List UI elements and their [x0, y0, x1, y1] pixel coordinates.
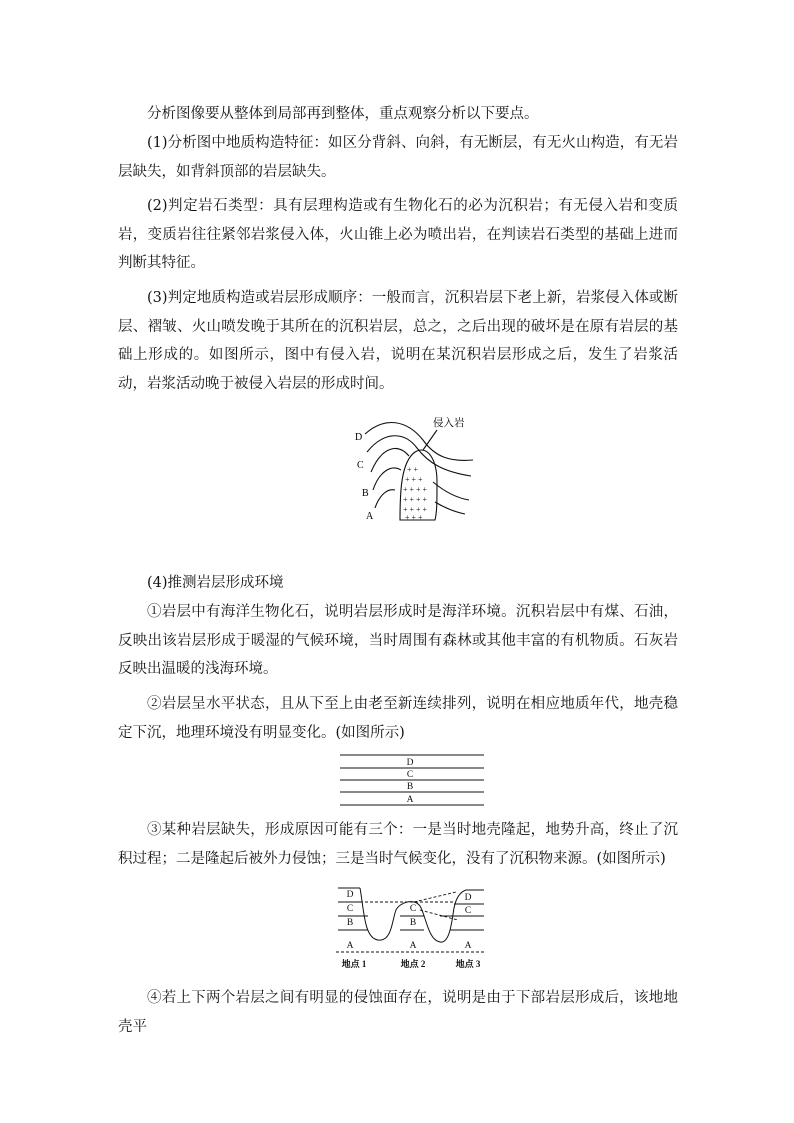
site3-label-d: D: [464, 893, 472, 903]
layer-b-line-left: [373, 468, 401, 490]
point-4b-paragraph: ②岩层呈水平状态，且从下至上由老至新连续排列，说明在相应地质年代，地壳稳定下沉，地理环境没有明显变化。(如图所示): [118, 696, 678, 741]
intrusive-rock-figure: [345, 412, 475, 524]
svg-text:+ + + +: + + + +: [403, 495, 428, 504]
layer-a-line-left: [375, 490, 395, 508]
site3-caption: 地点 3: [455, 959, 481, 969]
strata-label-a: A: [406, 795, 414, 805]
point-1-paragraph: (1)分析图中地质构造特征：如区分背斜、向斜，有无断层，有无火山构造，有无岩层缺失，如背斜顶部的岩层缺失。: [118, 135, 678, 180]
strata-label-d: D: [406, 758, 414, 768]
layer-b-line-right: [435, 502, 465, 514]
point-2-paragraph: (2)判定岩石类型：具有层理构造或有生物化石的必为沉积岩；有无侵入岩和变质岩，变质岩往往紧邻岩浆侵入体，火山锥上必为喷出岩，在判读岩石类型的基础上进而判断其特征。: [118, 198, 678, 271]
layer-c-label: C: [357, 460, 364, 471]
svg-text:+ + + +: + + + +: [403, 505, 428, 514]
label-leader-line: [423, 430, 437, 450]
point-3-paragraph: (3)判定地质构造或岩层形成顺序：一般而言，沉积岩层下老上新，岩浆侵入体或断层、褶皱、火山喷发晚于其所在的沉积岩层，总之，之后出现的破坏是在原有岩层的基础上形成的。如图所示，图中有侵入岩，说明在某沉积岩层形成之后，发生了岩浆活动，岩浆活动晚于被侵入岩层的形成时间。: [118, 290, 678, 392]
intrusive-rock-label: 侵入岩: [433, 418, 465, 429]
site2-label-a: A: [409, 941, 417, 951]
site2-label-c: C: [409, 904, 417, 914]
site1-label-d: D: [346, 890, 354, 900]
point-4c-paragraph: ③某种岩层缺失，形成原因可能有三个：一是当时地壳隆起，地势升高，终止了沉积过程；二是隆起后被外力侵蚀；三是当时气候变化，没有了沉积物来源。(如图所示): [118, 822, 678, 867]
horizontal-strata-figure: [338, 752, 486, 808]
svg-text:+ + +: + + +: [405, 475, 423, 484]
site3-label-a: A: [464, 941, 472, 951]
strata-label-b: B: [406, 782, 414, 792]
site1-label-b: B: [346, 918, 354, 928]
layer-c-line-right: [433, 482, 469, 500]
site1-caption: 地点 1: [341, 959, 367, 969]
svg-text:+ +: + +: [407, 465, 419, 474]
site2-caption: 地点 2: [400, 959, 426, 969]
svg-text:+ + +: + + +: [405, 513, 423, 522]
strata-label-c: C: [406, 770, 414, 780]
svg-text:+ + + +: + + + +: [403, 485, 428, 494]
intro-paragraph: 分析图像要从整体到局部再到整体，重点观察分析以下要点。: [147, 106, 539, 122]
site1-label-a: A: [346, 941, 354, 951]
site1-label-c: C: [346, 904, 354, 914]
site2-label-b: B: [409, 918, 417, 928]
point-4-heading: (4)推测岩层形成环境: [147, 575, 284, 591]
layer-a-label: A: [366, 511, 374, 522]
layer-b-label: B: [362, 488, 369, 499]
missing-strata-figure: [334, 880, 486, 972]
site3-label-c: C: [464, 906, 472, 916]
layer-d-lower-line: [367, 436, 471, 476]
point-4d-paragraph: ④若上下两个岩层之间有明显的侵蚀面存在，说明是由于下部岩层形成后，该地地壳平: [118, 990, 678, 1035]
point-4a-paragraph: ①岩层中有海洋生物化石，说明岩层形成时是海洋环境。沉积岩层中有煤、石油，反映出该岩层形成于暖湿的气候环境，当时周围有森林或其他丰富的有机物质。石灰岩反映出温暖的浅海环境。: [118, 604, 678, 677]
intrusion-plus-marks: [403, 465, 428, 522]
layer-d-label: D: [355, 432, 363, 443]
